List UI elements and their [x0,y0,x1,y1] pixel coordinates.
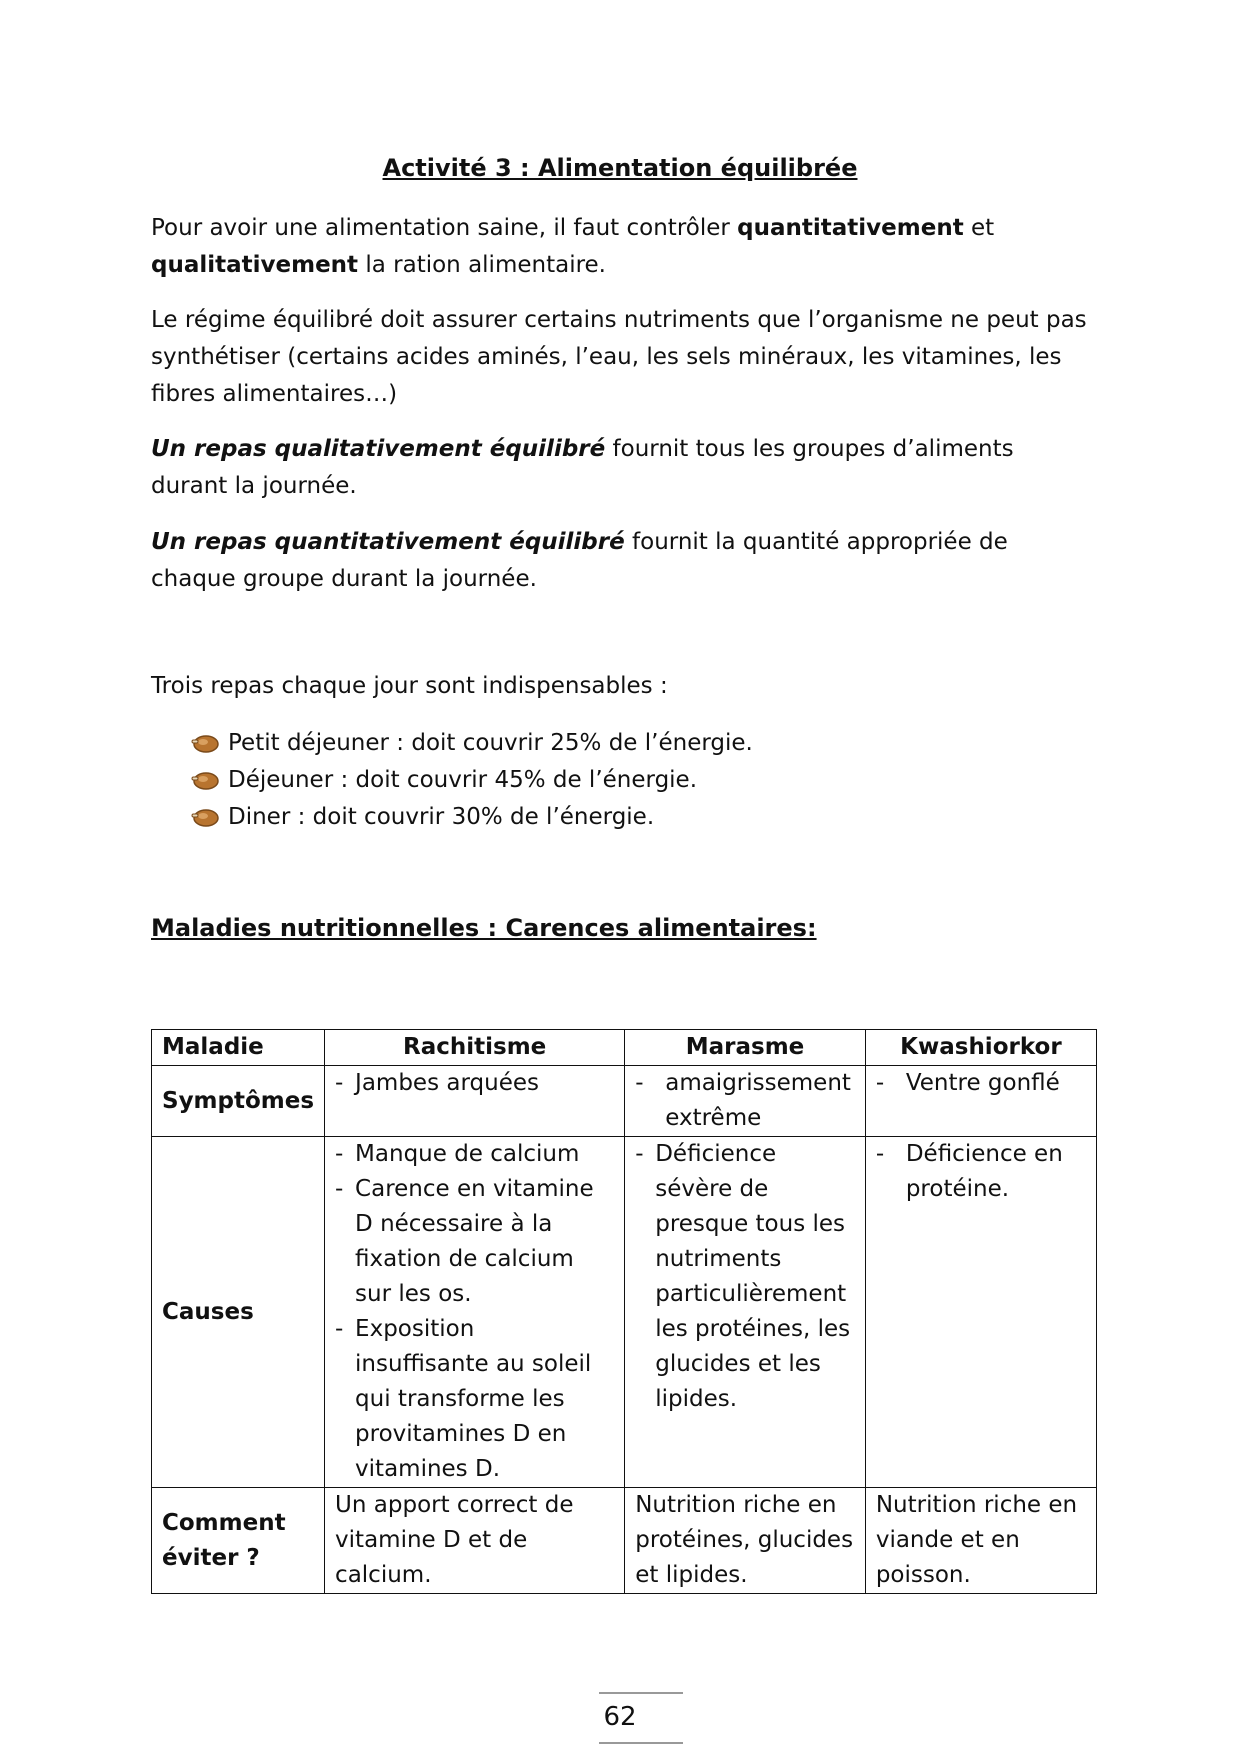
row-header: Symptômes [152,1066,325,1137]
meal-text: Déjeuner : doit couvrir 45% de l’énergie. [228,766,698,793]
text-span: Pour avoir une alimentation saine, il faut contrôler [151,215,738,241]
bold-term: quantitativement [737,215,964,241]
cell-text: Jambes arquées [355,1070,539,1096]
table-cell: - Jambes arquées [325,1066,625,1137]
column-header: Kwashiorkor [865,1030,1096,1066]
table-cell: - Déficience en protéine. [865,1137,1096,1488]
table-cell: - Ventre gonflé [865,1066,1096,1137]
roast-chicken-bullet-icon [190,732,220,754]
table-cell: - Déficience sévère de presque tous les nutriments particulièrement les protéines, les glucides et les lipides. [625,1137,866,1488]
roast-chicken-bullet-icon [190,806,220,828]
footer-rule-top [599,1692,683,1694]
list-item [190,798,753,835]
deficiency-table [151,1029,1097,1594]
table-row [152,1488,1097,1594]
table-row [152,1137,1097,1488]
list-item [190,724,753,761]
cell-text: amaigrissement extrême [665,1070,851,1131]
cell-text: Exposition insuffisante au soleil qui transforme les provitamines D en vitamines D. [355,1316,592,1482]
intro-paragraph-2: Le régime équilibré doit assurer certains nutriments que l’organisme ne peut pas synthétiser (certains acides aminés, l’eau, les sels minéraux, les vitamines, les fibres alimentaires…) [151,307,1087,407]
table-cell: - amaigrissement extrême [625,1066,866,1137]
meal-text: Petit déjeuner : doit couvrir 25% de l’énergie. [228,729,753,756]
row-header: Causes [152,1137,325,1488]
page-number: 62 [603,1702,637,1732]
intro-paragraph-4 [151,524,1096,598]
text-span: fournit tous les groupes d’aliments durant la journée. [151,436,1014,499]
text-span: fournit la quantité appropriée de chaque groupe durant la journée. [151,529,1008,592]
list-item [190,761,753,798]
meals-list [190,724,753,835]
meal-text: Diner : doit couvrir 30% de l’énergie. [228,803,655,830]
bold-italic-term: Un repas qualitativement équilibré [151,436,606,462]
roast-chicken-bullet-icon [190,769,220,791]
table-cell: - Manque de calcium - Carence en vitamine D nécessaire à la fixation de calcium sur les os. - Exposition insuffisante au soleil qui transforme les provitamines D en vitamines D. [325,1137,625,1488]
cell-text: Manque de calcium [355,1141,580,1167]
cell-text: Ventre gonflé [905,1070,1060,1096]
footer-rule-bottom [599,1742,683,1744]
intro-paragraph-3 [151,431,1096,505]
bold-italic-term: Un repas quantitativement équilibré [151,529,625,555]
table-cell: Nutrition riche en protéines, glucides et lipides. [625,1488,866,1594]
column-header: Rachitisme [325,1030,625,1066]
cell-text: Carence en vitamine D nécessaire à la fixation de calcium sur les os. [355,1176,594,1307]
text-span: et [963,215,995,241]
table-header-row [152,1030,1097,1066]
cell-text: Déficience sévère de presque tous les nutriments particulièrement les protéines, les glucides et les lipides. [655,1141,851,1412]
meals-intro: Trois repas chaque jour sont indispensables : [151,673,668,699]
section-title: Maladies nutritionnelles : Carences alimentaires: [151,914,817,942]
table-cell: Un apport correct de vitamine D et de calcium. [325,1488,625,1594]
column-header: Marasme [625,1030,866,1066]
bold-term: qualitativement [151,252,359,278]
page-title: Activité 3 : Alimentation équilibrée [382,154,858,182]
text-span: la ration alimentaire. [358,252,606,278]
row-header: Comment éviter ? [152,1488,325,1594]
intro-paragraph-1 [151,210,1096,284]
cell-text: Déficience en protéine. [905,1141,1063,1202]
table-cell: Nutrition riche en viande et en poisson. [865,1488,1096,1594]
table-row [152,1066,1097,1137]
column-header: Maladie [152,1030,325,1066]
